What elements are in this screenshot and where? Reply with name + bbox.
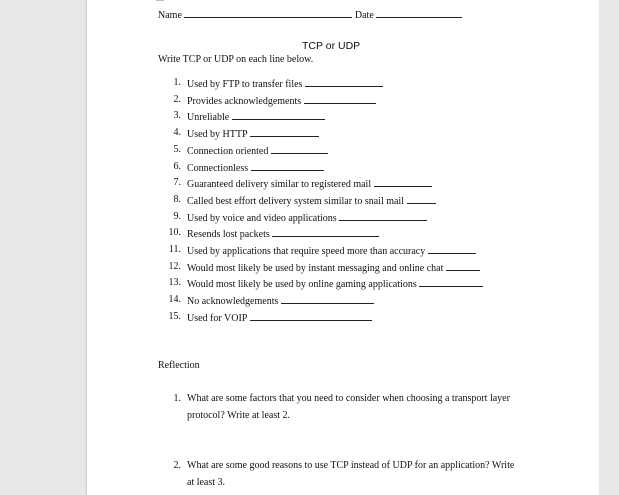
reflection-question-line: protocol? Write at least 2. bbox=[187, 410, 290, 421]
question-label: Would most likely be used by instant messaging and online chat bbox=[187, 262, 444, 274]
answer-blank bbox=[250, 311, 372, 321]
reflection-question-line: What are some good reasons to use TCP instead of UDP for an application? Write bbox=[187, 460, 515, 471]
question-text bbox=[187, 244, 476, 258]
reflection-question-line: at least 3. bbox=[187, 477, 226, 488]
question-label: Connectionless bbox=[187, 162, 249, 174]
answer-blank bbox=[251, 161, 324, 171]
question-text bbox=[187, 294, 374, 308]
question-number: 15. bbox=[168, 310, 181, 322]
answer-blank bbox=[272, 227, 379, 237]
answer-blank bbox=[305, 77, 383, 87]
question-label: Provides acknowledgements bbox=[187, 95, 302, 107]
page-corner-mark bbox=[156, 0, 164, 1]
question-label: Would most likely be used by online gaming applications bbox=[187, 279, 417, 291]
question-number: 5. bbox=[173, 143, 181, 155]
question-number: 3. bbox=[173, 110, 181, 122]
reflection-heading: Reflection bbox=[158, 360, 200, 371]
answer-blank bbox=[250, 127, 319, 137]
instructions: Write TCP or UDP on each line below. bbox=[158, 54, 314, 65]
answer-blank bbox=[446, 261, 480, 271]
answer-blank bbox=[374, 177, 432, 187]
question-label: Used by FTP to transfer files bbox=[187, 79, 303, 90]
question-text bbox=[187, 261, 480, 275]
question-label: Used by HTTP bbox=[187, 129, 248, 141]
question-number: 1. bbox=[173, 77, 181, 88]
question-label: Called best effort delivery system similar to snail mail bbox=[187, 195, 404, 207]
question-text bbox=[187, 161, 324, 175]
document-page bbox=[87, 0, 599, 495]
question-number: 9. bbox=[173, 210, 181, 222]
question-number: 4. bbox=[173, 127, 181, 139]
answer-blank bbox=[232, 110, 325, 120]
answer-blank bbox=[281, 294, 374, 304]
question-text bbox=[187, 110, 325, 124]
question-number: 12. bbox=[168, 260, 181, 272]
question-text bbox=[187, 194, 436, 208]
question-label: No acknowledgements bbox=[187, 296, 279, 308]
question-label: Used by voice and video applications bbox=[187, 212, 337, 224]
answer-blank bbox=[428, 244, 476, 254]
answer-blank bbox=[419, 277, 483, 287]
question-text bbox=[187, 277, 483, 291]
question-number: 14. bbox=[168, 294, 181, 306]
question-label: Used by applications that require speed more than accuracy bbox=[187, 246, 426, 257]
answer-blank bbox=[304, 94, 376, 104]
reflection-number: 1. bbox=[173, 393, 181, 404]
worksheet-title: TCP or UDP bbox=[302, 40, 361, 52]
question-label: Connection oriented bbox=[187, 145, 269, 157]
question-text bbox=[187, 177, 432, 191]
question-label: Unreliable bbox=[187, 112, 230, 124]
question-number: 10. bbox=[168, 227, 181, 239]
question-text bbox=[187, 77, 383, 91]
question-label: Guaranteed delivery similar to registered mail bbox=[187, 179, 372, 191]
viewer-margin bbox=[599, 0, 619, 495]
question-text bbox=[187, 94, 376, 108]
date-blank bbox=[376, 8, 462, 18]
question-number: 7. bbox=[173, 177, 181, 189]
question-number: 13. bbox=[168, 277, 181, 289]
question-label: Used for VOIP bbox=[187, 312, 247, 324]
answer-blank bbox=[339, 211, 427, 221]
reflection-number: 2. bbox=[173, 460, 181, 471]
answer-blank bbox=[271, 144, 328, 154]
question-label: Resends lost packets bbox=[187, 229, 270, 241]
name-label: Name bbox=[158, 10, 182, 21]
question-number: 8. bbox=[173, 193, 181, 205]
question-text bbox=[187, 211, 427, 225]
question-number: 2. bbox=[173, 93, 181, 105]
question-text bbox=[187, 311, 372, 325]
question-text bbox=[187, 227, 379, 241]
question-number: 11. bbox=[168, 244, 181, 255]
name-blank bbox=[184, 8, 352, 18]
question-number: 6. bbox=[173, 160, 181, 172]
name-date-line bbox=[158, 8, 462, 22]
reflection-question-line: What are some factors that you need to consider when choosing a transport layer bbox=[187, 393, 510, 404]
question-text bbox=[187, 144, 328, 158]
answer-blank bbox=[407, 194, 436, 204]
question-text bbox=[187, 127, 319, 141]
date-label: Date bbox=[354, 10, 374, 21]
